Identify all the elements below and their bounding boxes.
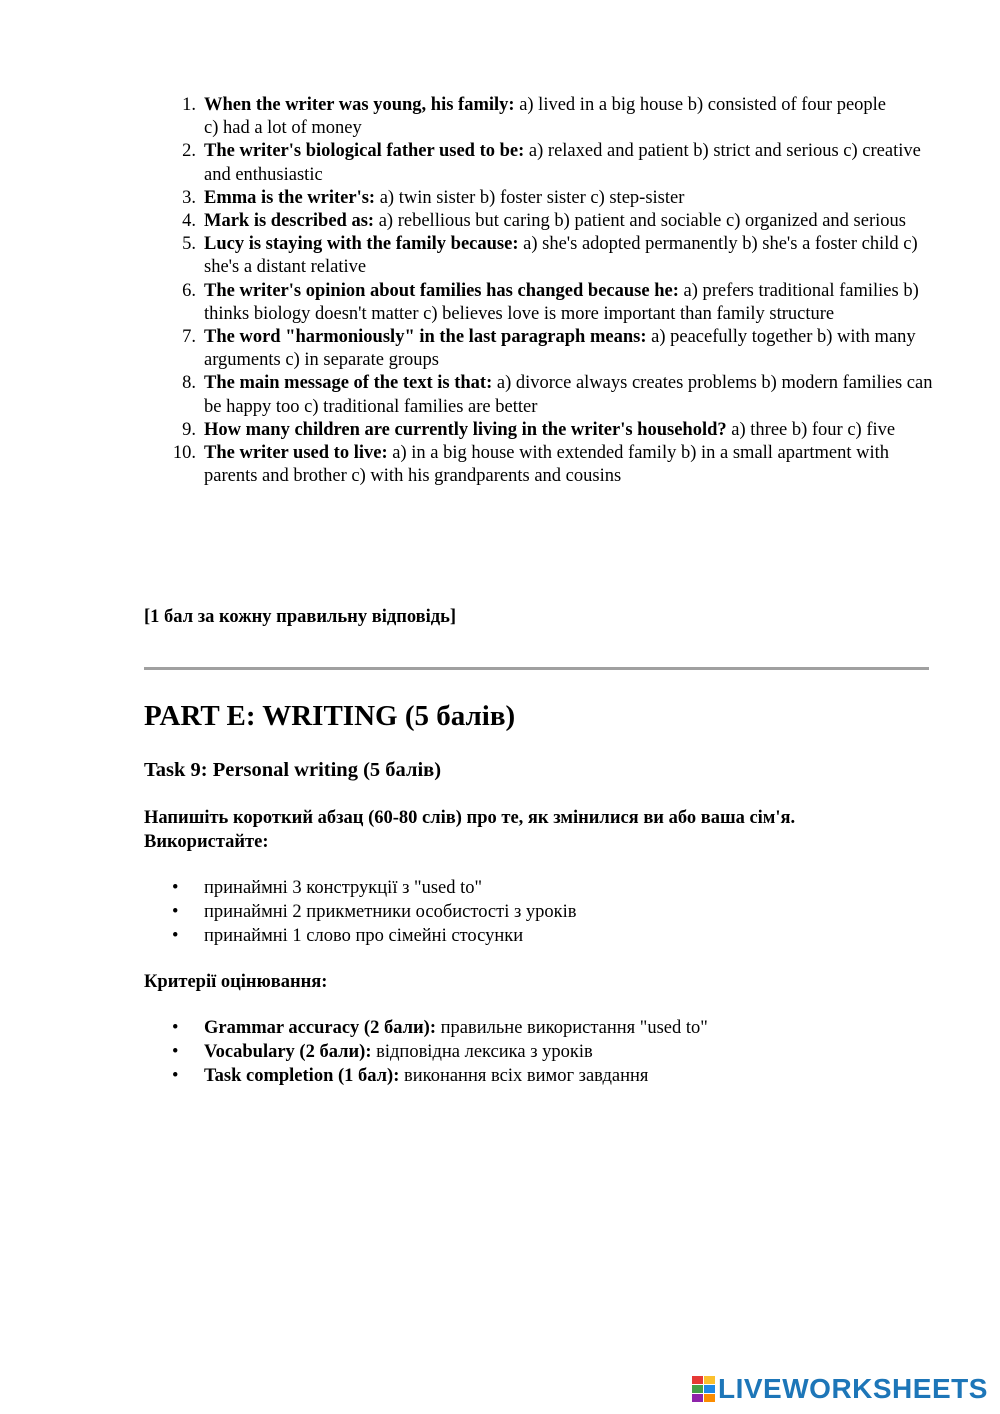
part-title: PART E: WRITING (5 балів): [144, 700, 516, 732]
question-item: [144, 210, 934, 233]
question-stem: Lucy is staying with the family because:: [204, 234, 519, 255]
question-item: [144, 140, 934, 186]
list-item: • принаймні 1 слово про сімейні стосунки: [172, 926, 524, 946]
question-stem: When the writer was young, his family:: [204, 95, 515, 115]
bullet-icon: •: [172, 926, 179, 946]
question-options: a) in a big house with extended family b) in a small apartment with parents and brother c) with his grandparents and cousins: [204, 443, 890, 487]
criteria-list: [144, 1016, 708, 1088]
question-options: a) rebellious but caring b) patient and sociable c) organized and serious: [374, 211, 906, 232]
question-item: [144, 442, 934, 488]
bullet-icon: •: [172, 1018, 179, 1038]
question-item: [144, 233, 934, 279]
marks-note: [1 бал за кожну правильну відповідь]: [144, 607, 457, 627]
list-item: • Grammar accuracy (2 бали): правильне використання "used to": [172, 1018, 708, 1038]
question-number: 8.: [182, 373, 196, 394]
question-item: [144, 187, 934, 210]
bullet-icon: •: [172, 1042, 179, 1062]
liveworksheets-logo: [692, 1374, 988, 1404]
list-item: • Vocabulary (2 бали): відповідна лексика з уроків: [172, 1042, 593, 1062]
question-number: 2.: [182, 141, 196, 162]
question-stem: The writer's biological father used to be:: [204, 141, 525, 162]
logo-text: LIVEWORKSHEETS: [718, 1373, 988, 1404]
question-number: 5.: [182, 234, 196, 255]
question-stem: The main message of the text is that:: [204, 373, 493, 394]
bullet-icon: •: [172, 878, 179, 898]
question-item: [144, 419, 934, 442]
question-number: 6.: [182, 280, 196, 301]
question-stem: The writer's opinion about families has changed because he:: [204, 280, 679, 301]
question-number: 1.: [182, 95, 196, 115]
question-options: a) three b) four c) five: [726, 419, 896, 440]
instruction-line: Використайте:: [144, 831, 269, 852]
question-item: [144, 326, 934, 372]
criteria-title: Критерії оцінювання:: [144, 972, 328, 992]
question-options: a) relaxed and patient b) strict and serious c) creative and enthusiastic: [204, 141, 921, 185]
question-number: 10.: [172, 443, 196, 464]
question-options: a) lived in a big house b) consisted of four people: [514, 95, 887, 115]
question-stem: The writer used to live:: [204, 443, 388, 464]
list-item: • Task completion (1 бал): виконання всіх вимог завдання: [172, 1066, 649, 1086]
question-options-extra: c) had a lot of money: [204, 118, 362, 139]
section-divider: [144, 667, 929, 670]
list-item: • принаймні 2 прикметники особистості з уроків: [172, 902, 577, 922]
question-options: a) peacefully together b) with many arguments c) in separate groups: [204, 327, 916, 371]
task-title: Task 9: Personal writing (5 балів): [144, 759, 442, 781]
question-item: [144, 372, 934, 418]
list-item: • принаймні 3 конструкції з "used to": [172, 878, 483, 898]
question-number: 9.: [182, 419, 196, 440]
requirements-list: [144, 876, 577, 948]
question-stem: Mark is described as:: [204, 211, 375, 232]
question-list: [144, 94, 934, 488]
question-options: a) twin sister b) foster sister c) step-sister: [375, 187, 685, 208]
question-stem: The word "harmoniously" in the last paragraph means:: [204, 327, 647, 348]
question-options: a) she's adopted permanently b) she's a foster child c) she's a distant relative: [204, 234, 918, 278]
task-instruction: [144, 807, 934, 854]
question-options: a) divorce always creates problems b) modern families can be happy too c) traditional families are better: [204, 373, 933, 417]
question-number: 4.: [182, 211, 196, 232]
question-number: 7.: [182, 327, 196, 348]
instruction-line: Напишіть короткий абзац (60-80 слів) про те, як змінилися ви або ваша сім'я.: [144, 808, 796, 828]
question-stem: Emma is the writer's:: [204, 187, 376, 208]
question-item: [144, 94, 934, 140]
question-stem: How many children are currently living in the writer's household?: [204, 419, 727, 440]
bullet-icon: •: [172, 902, 179, 922]
question-number: 3.: [182, 187, 196, 208]
liveworksheets-logo-icon: [692, 1376, 714, 1402]
question-item: [144, 280, 934, 326]
bullet-icon: •: [172, 1066, 179, 1086]
question-options: a) prefers traditional families b) thinks biology doesn't matter c) believes love is more important than family structure: [204, 280, 919, 324]
